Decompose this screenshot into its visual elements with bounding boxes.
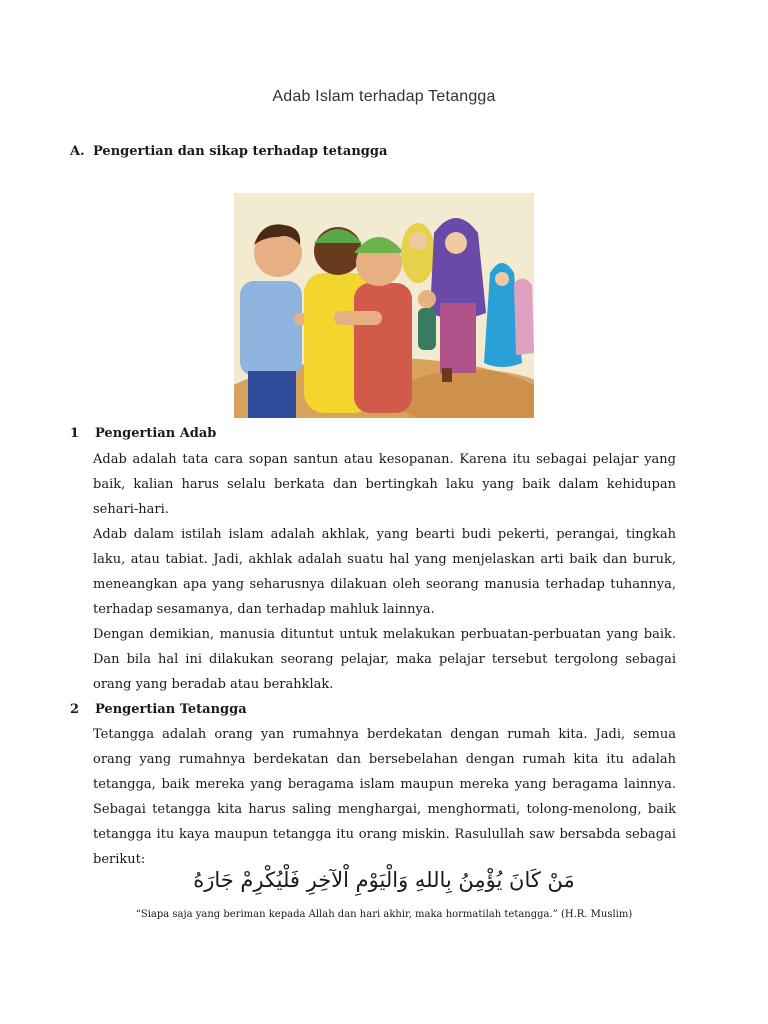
illustration-image [234, 193, 534, 418]
subsection-2-body [93, 722, 676, 872]
section-letter: A. [70, 144, 85, 159]
subsection-1-title: Pengertian Adab [95, 426, 217, 441]
subsection-1-heading [70, 426, 216, 441]
document-title: Adab Islam terhadap Tetangga [272, 88, 496, 105]
subsection-1-body [93, 447, 676, 697]
subsection-2-heading [70, 702, 247, 717]
subsection-2-title: Pengertian Tetangga [95, 702, 247, 717]
hadith-arabic: مَنْ كَانَ يُؤْمِنُ بِاللهِ وَالْيَوْمِ اْلآخِرِ فَلْيُكْرِمْ جَارَهُ [193, 868, 575, 892]
paragraph: Dengan demikian, manusia dituntut untuk melakukan perbuatan-perbuatan yang baik. Dan bila hal ini dilakukan seorang pelajar, maka pelajar tersebut tergolong sebagai orang yang beradab atau berahklak. [93, 627, 676, 692]
subsection-1-number: 1 [70, 426, 80, 441]
section-heading-text: Pengertian dan sikap terhadap tetangga [93, 144, 388, 159]
paragraph: Tetangga adalah orang yan rumahnya berdekatan dengan rumah kita. Jadi, semua orang yang rumahnya berdekatan dan bersebelahan dengan rumah kita itu adalah tetangga, baik mereka yang beragama islam maupun mereka yang beragama lainnya. Sebagai tetangga kita harus saling menghargai, menghormati, tolong-menolong, baik tetangga itu kaya maupun tetangga itu orang miskin. Rasulullah saw bersabda sebagai berikut: [93, 727, 676, 867]
paragraph: Adab dalam istilah islam adalah akhlak, yang bearti budi pekerti, perangai, tingkah laku, atau tabiat. Jadi, akhlak adalah suatu hal yang menjelaskan arti baik dan buruk, meneangkan apa yang seharusnya dilakuan oleh seorang manusia terhadap tuhannya, terhadap sesamanya, dan terhadap mahluk lainnya. [93, 527, 676, 617]
section-heading [70, 144, 387, 159]
paragraph: Adab adalah tata cara sopan santun atau kesopanan. Karena itu sebagai pelajar yang baik, kalian harus selalu berkata dan bertingkah laku yang baik dalam kehidupan sehari-hari. [93, 452, 676, 517]
subsection-2-number: 2 [70, 702, 80, 717]
hadith-translation: “Siapa saja yang beriman kepada Allah dan hari akhir, maka hormatilah tetangga.” (H.R. Muslim) [135, 909, 633, 920]
